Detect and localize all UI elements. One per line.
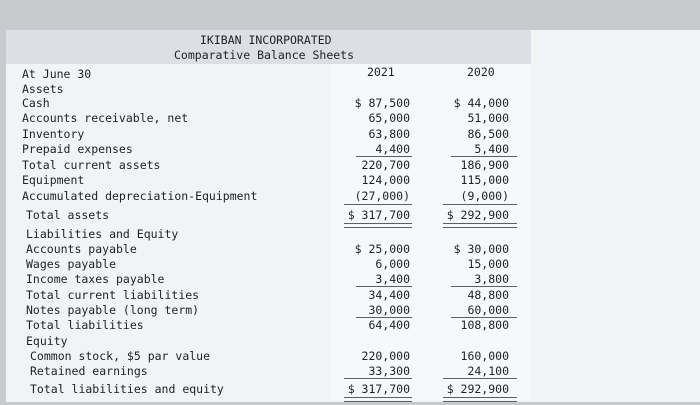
year-2021-header: 2021 bbox=[367, 65, 395, 79]
value-2020: $ 30,000 bbox=[453, 242, 509, 256]
value-2021: 34,400 bbox=[368, 288, 410, 302]
value-2020: 24,100 bbox=[467, 364, 509, 378]
assets-heading: Assets bbox=[22, 82, 64, 96]
value-2020: 48,800 bbox=[467, 288, 509, 302]
value-2020: 186,900 bbox=[460, 158, 509, 172]
value-2020: 15,000 bbox=[467, 257, 509, 271]
row-label: Accounts receivable, net bbox=[22, 111, 189, 125]
row-label: Cash bbox=[22, 96, 50, 110]
total-double-rule bbox=[344, 397, 412, 402]
value-2020: $ 292,900 bbox=[446, 208, 509, 222]
row-label: Prepaid expenses bbox=[22, 142, 133, 156]
subtotal-rule bbox=[344, 204, 412, 205]
row-label: Accounts payable bbox=[26, 242, 137, 256]
value-2020: (9,000) bbox=[460, 189, 509, 203]
value-2021: $ 317,700 bbox=[347, 208, 410, 222]
statement-title: Comparative Balance Sheets bbox=[174, 48, 355, 62]
value-2020: 51,000 bbox=[467, 111, 509, 125]
year-header-band bbox=[331, 30, 531, 64]
value-2021: $ 87,500 bbox=[354, 96, 410, 110]
value-2021: 220,700 bbox=[361, 158, 410, 172]
value-2021: 63,800 bbox=[368, 127, 410, 141]
value-2020: 115,000 bbox=[460, 173, 509, 187]
subtotal-rule bbox=[451, 286, 517, 287]
date-label: At June 30 bbox=[22, 67, 92, 81]
value-2020: 160,000 bbox=[460, 349, 509, 363]
row-label: Total liabilities bbox=[26, 318, 144, 332]
liabilities-heading: Liabilities and Equity bbox=[26, 227, 179, 241]
value-2021: 64,400 bbox=[368, 318, 410, 332]
value-2021: 4,400 bbox=[375, 142, 410, 156]
total-double-rule bbox=[344, 223, 412, 228]
value-2021: $ 25,000 bbox=[354, 242, 410, 256]
subtotal-rule bbox=[356, 156, 412, 157]
subtotal-rule bbox=[443, 204, 517, 205]
value-2021: 124,000 bbox=[361, 173, 410, 187]
value-2021: 3,400 bbox=[375, 272, 410, 286]
subtotal-rule bbox=[344, 378, 412, 379]
value-2021: (27,000) bbox=[354, 189, 410, 203]
value-2020: $ 44,000 bbox=[453, 96, 509, 110]
row-label: Retained earnings bbox=[30, 364, 148, 378]
row-label: Wages payable bbox=[26, 257, 117, 271]
row-label: Income taxes payable bbox=[26, 272, 165, 286]
row-label: Total assets bbox=[26, 208, 110, 222]
value-2021: 30,000 bbox=[368, 303, 410, 317]
value-2021: 6,000 bbox=[375, 257, 410, 271]
row-label: Total liabilities and equity bbox=[30, 382, 224, 396]
row-label: Common stock, $5 par value bbox=[30, 349, 211, 363]
company-name: IKIBAN INCORPORATED bbox=[200, 33, 332, 47]
value-2020: 5,400 bbox=[474, 142, 509, 156]
value-2020: 86,500 bbox=[467, 127, 509, 141]
value-2020: 3,800 bbox=[474, 272, 509, 286]
row-label: Accumulated depreciation-Equipment bbox=[22, 189, 258, 203]
subtotal-rule bbox=[356, 286, 412, 287]
total-double-rule bbox=[443, 397, 517, 402]
row-label: Equipment bbox=[22, 173, 85, 187]
value-2020: 108,800 bbox=[460, 318, 509, 332]
row-label: Total current liabilities bbox=[26, 288, 200, 302]
value-2021: $ 317,700 bbox=[347, 382, 410, 396]
value-2020: 60,000 bbox=[467, 303, 509, 317]
row-label: Total current assets bbox=[22, 158, 161, 172]
value-2021: 220,000 bbox=[361, 349, 410, 363]
year-2020-header: 2020 bbox=[467, 65, 495, 79]
subtotal-rule bbox=[451, 156, 517, 157]
value-2021: 33,300 bbox=[368, 364, 410, 378]
subtotal-rule bbox=[443, 378, 517, 379]
equity-heading: Equity bbox=[26, 334, 68, 348]
row-label: Inventory bbox=[22, 127, 85, 141]
value-2021: 65,000 bbox=[368, 111, 410, 125]
value-2020: $ 292,900 bbox=[446, 382, 509, 396]
row-label: Notes payable (long term) bbox=[26, 303, 200, 317]
total-double-rule bbox=[443, 223, 517, 228]
